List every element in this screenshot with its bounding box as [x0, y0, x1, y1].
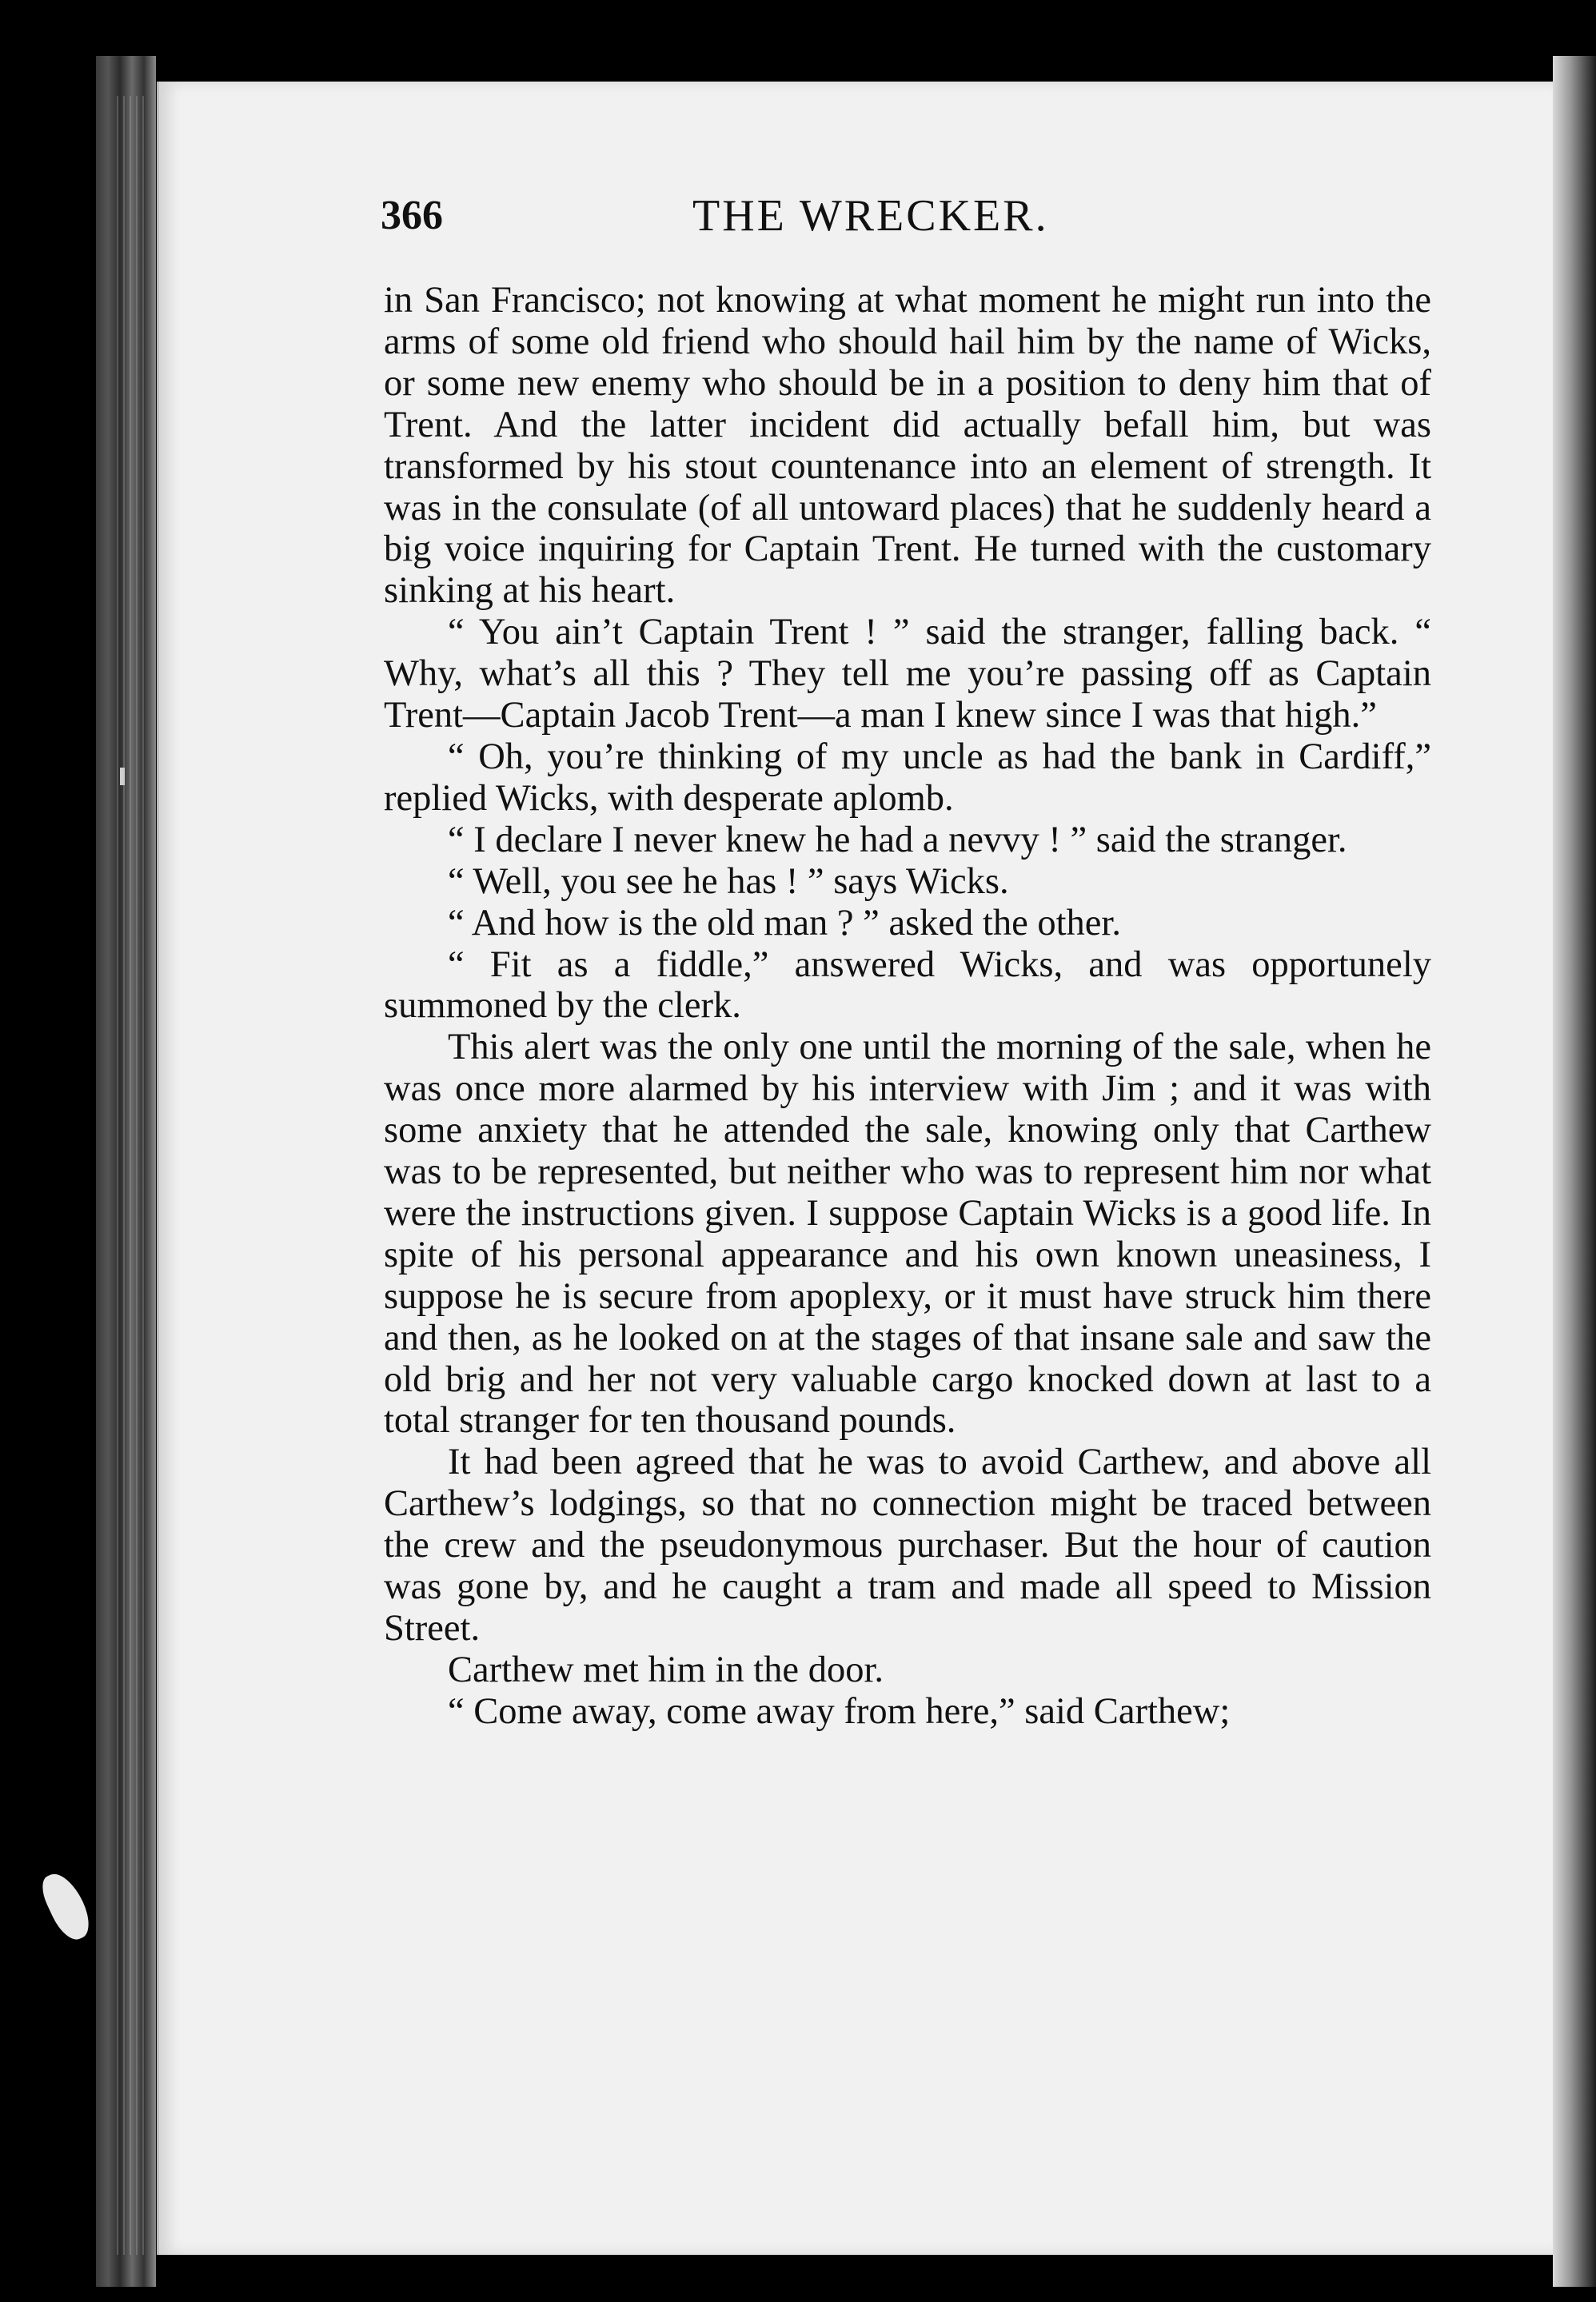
page-header — [381, 182, 1444, 254]
paragraph: This alert was the only one until the morning of the sale, when he was once more alarmed by his interview with Jim ; and it was with some anxiety that he attended the sale, knowing only that Carthew was to be represented, but neither who was to represent him nor what were the instructions given. I suppose Captain Wicks is a good life. In spite of his personal appearance and his own known uneasiness, I suppose he is secure from apoplexy, or it must have struck him there and then, as he looked on at the stages of that insane sale and saw the old brig and her not very valuable cargo knocked down at last to a total stranger for ten thousand pounds. — [384, 1027, 1431, 1442]
margin-mark — [36, 1867, 96, 1945]
page-edges — [112, 96, 144, 2255]
paragraph: “ Well, you see he has ! ” says Wicks. — [448, 860, 1009, 902]
paragraph: Carthew met him in the door. — [448, 1649, 884, 1690]
paragraph: “ Oh, you’re thinking of my uncle as had the bank in Cardiff,” replied Wicks, with desperate aplomb. — [384, 736, 1431, 819]
paragraph: “ You ain’t Captain Trent ! ” said the stranger, falling back. “ Why, what’s all this ? They tell me you’re passing off as Captain Trent—Captain Jacob Trent—a man I knew since I was that high.” — [384, 612, 1431, 736]
paragraph: “ Fit as a fiddle,” answered Wicks, and was opportunely summoned by the clerk. — [384, 944, 1431, 1027]
page-number: 366 — [381, 193, 443, 238]
paragraph: “ Come away, come away from here,” said Carthew; — [448, 1690, 1231, 1732]
margin-tick — [120, 768, 125, 785]
running-title: THE WRECKER. — [692, 191, 1049, 241]
paragraph: “ I declare I never knew he had a nevvy ! ” said the stranger. — [448, 819, 1347, 860]
page-right-edge — [1553, 56, 1596, 2287]
paragraph: “ And how is the old man ? ” asked the other. — [448, 902, 1121, 944]
paragraph: in San Francisco; not knowing at what moment he might run into the arms of some old friend who should hail him by the name of Wicks, or some new enemy who should be in a position to deny him that of Trent. And the latter incident did actually befall him, but was transformed by his stout countenance into an element of strength. It was in the consulate (of all untoward places) that he suddenly heard a big voice inquiring for Captain Trent. He turned with the customary sinking at his heart. — [384, 280, 1431, 612]
paragraph: It had been agreed that he was to avoid Carthew, and above all Carthew’s lodgings, so that no connection might be traced between the crew and the pseudonymous purchaser. But the hour of caution was gone by, and he caught a tram and made all speed to Mission Street. — [384, 1442, 1431, 1649]
body-text — [384, 280, 1431, 1733]
